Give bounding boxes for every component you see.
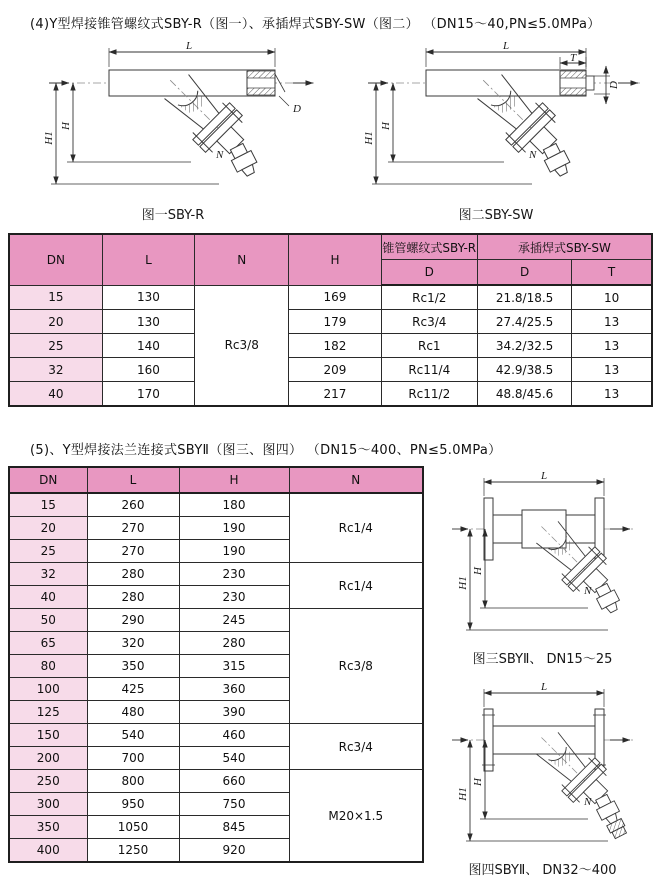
cell-h: 390	[179, 701, 289, 724]
cell-n-merged: Rc3/8	[195, 285, 289, 406]
cell-d2: 42.9/38.5	[477, 358, 571, 382]
cell-dn: 20	[9, 310, 102, 334]
figure-sby2-small	[433, 468, 653, 667]
section4-title: (4)Y型焊接锥管螺纹式SBY-R（图一）、承插焊式SBY-SW（图二） （DN15～40,PN≤5.0MPa）	[30, 17, 601, 32]
header-cell-l: L	[102, 234, 194, 285]
header-cell-d1: D	[381, 260, 477, 286]
table-row	[9, 382, 652, 407]
cell-h: 230	[179, 563, 289, 586]
cell-l: 260	[87, 493, 179, 517]
dim-label-h: H	[60, 122, 72, 130]
figure4-caption: 图四SBYⅡ、 DN32～400	[468, 863, 617, 878]
cell-h: 280	[179, 632, 289, 655]
figure1-caption: 图一SBY-R	[141, 208, 205, 223]
dim-label-h1: H1	[43, 131, 55, 145]
dim-label-h1: H1	[363, 131, 375, 145]
cell-h: 180	[179, 493, 289, 517]
cell-n-merged: Rc3/8	[289, 609, 423, 724]
cell-h: 190	[179, 540, 289, 563]
cell-dn: 80	[9, 655, 87, 678]
cell-h: 182	[289, 334, 381, 358]
cell-t: 13	[572, 382, 652, 407]
figure-column	[424, 466, 661, 878]
cell-dn: 400	[9, 839, 87, 863]
table-row	[9, 609, 423, 632]
dim-label-l: L	[540, 681, 547, 693]
figure2-caption: 图二SBY-SW	[458, 208, 534, 223]
dim-label-l: L	[540, 470, 547, 482]
cell-d2: 34.2/32.5	[477, 334, 571, 358]
dim-label-d: D	[293, 103, 301, 115]
cell-l: 140	[102, 334, 194, 358]
dim-label-h: H	[471, 567, 484, 575]
cell-t: 13	[572, 310, 652, 334]
cell-h: 315	[179, 655, 289, 678]
header-cell-d2: D	[477, 260, 571, 286]
header-cell-dn: DN	[9, 467, 87, 493]
cell-l: 1050	[87, 816, 179, 839]
figure4-drawing	[438, 679, 648, 857]
cell-dn: 40	[9, 382, 102, 407]
cell-l: 270	[87, 517, 179, 540]
table-row	[9, 334, 652, 358]
cell-dn: 25	[9, 334, 102, 358]
cell-dn: 250	[9, 770, 87, 793]
cell-h: 540	[179, 747, 289, 770]
cell-d1: Rc1	[381, 334, 477, 358]
cell-d2: 27.4/25.5	[477, 310, 571, 334]
table-row	[9, 563, 423, 586]
cell-dn: 50	[9, 609, 87, 632]
cell-l: 480	[87, 701, 179, 724]
cell-dn: 150	[9, 724, 87, 747]
cell-l: 425	[87, 678, 179, 701]
header-cell-n: N	[195, 234, 289, 285]
cell-dn: 200	[9, 747, 87, 770]
table-header-row	[9, 467, 423, 493]
cell-h: 169	[289, 285, 381, 310]
cell-dn: 32	[9, 358, 102, 382]
cell-t: 13	[572, 334, 652, 358]
table-row	[9, 493, 423, 517]
cell-t: 10	[572, 285, 652, 310]
cell-d2: 21.8/18.5	[477, 285, 571, 310]
cell-h: 845	[179, 816, 289, 839]
cell-h: 750	[179, 793, 289, 816]
cell-dn: 65	[9, 632, 87, 655]
cell-n-merged: Rc1/4	[289, 493, 423, 563]
cell-l: 130	[102, 285, 194, 310]
cell-l: 800	[87, 770, 179, 793]
dim-label-l: L	[502, 40, 510, 52]
dim-label-n: N	[583, 796, 591, 808]
cell-l: 540	[87, 724, 179, 747]
cell-h: 460	[179, 724, 289, 747]
cell-h: 920	[179, 839, 289, 863]
cell-h: 190	[179, 517, 289, 540]
table-row	[9, 770, 423, 793]
dim-label-t: T	[569, 52, 577, 64]
table-row	[9, 724, 423, 747]
cell-dn: 32	[9, 563, 87, 586]
figure-row-top	[0, 32, 661, 223]
table-header-row	[9, 234, 652, 260]
cell-l: 280	[87, 586, 179, 609]
cell-dn: 40	[9, 586, 87, 609]
cell-d1: Rc1/2	[381, 285, 477, 310]
cell-l: 130	[102, 310, 194, 334]
header-cell-h: H	[179, 467, 289, 493]
bottom-section	[0, 466, 661, 878]
dim-label-h: H	[471, 778, 484, 786]
cell-h: 179	[289, 310, 381, 334]
dim-label-h1: H1	[456, 576, 469, 590]
dim-label-d: D	[608, 81, 620, 89]
cell-l: 270	[87, 540, 179, 563]
cell-dn: 125	[9, 701, 87, 724]
dim-label-n: N	[216, 149, 224, 161]
figure3-drawing	[438, 468, 648, 646]
cell-dn: 300	[9, 793, 87, 816]
cell-l: 350	[87, 655, 179, 678]
header-group-threaded: 锥管螺纹式SBY-R	[381, 234, 477, 260]
cell-dn: 350	[9, 816, 87, 839]
cell-l: 280	[87, 563, 179, 586]
cell-dn: 25	[9, 540, 87, 563]
cell-l: 1250	[87, 839, 179, 863]
cell-l: 320	[87, 632, 179, 655]
cell-l: 160	[102, 358, 194, 382]
header-cell-t: T	[572, 260, 652, 286]
dim-label-l: L	[185, 40, 193, 52]
cell-d2: 48.8/45.6	[477, 382, 571, 407]
dim-label-n: N	[529, 149, 537, 161]
table-row	[9, 358, 652, 382]
cell-l: 170	[102, 382, 194, 407]
table-row	[9, 310, 652, 334]
figure-sby-r	[14, 36, 332, 223]
cell-dn: 15	[9, 285, 102, 310]
cell-d1: Rc3/4	[381, 310, 477, 334]
cell-n-merged: Rc1/4	[289, 563, 423, 609]
cell-l: 700	[87, 747, 179, 770]
table-row	[9, 285, 652, 310]
cell-dn: 100	[9, 678, 87, 701]
figure-sby2-large	[433, 679, 653, 878]
figure2-drawing	[346, 36, 646, 204]
table-sby-r-sw	[8, 233, 653, 407]
cell-h: 230	[179, 586, 289, 609]
cell-dn: 20	[9, 517, 87, 540]
header-cell-n: N	[289, 467, 423, 493]
cell-d1: Rc11/2	[381, 382, 477, 407]
header-cell-dn: DN	[9, 234, 102, 285]
cell-h: 360	[179, 678, 289, 701]
section5-title: (5)、Y型焊接法兰连接式SBYⅡ（图三、图四） （DN15～400、PN≤5.0MPa）	[30, 443, 502, 458]
cell-l: 950	[87, 793, 179, 816]
figure-sby-sw	[337, 36, 655, 223]
table-sby2-flanged	[8, 466, 424, 863]
cell-l: 290	[87, 609, 179, 632]
cell-t: 13	[572, 358, 652, 382]
dim-label-h: H	[380, 122, 392, 130]
header-group-socket-weld: 承插焊式SBY-SW	[477, 234, 652, 260]
cell-n-merged: Rc3/4	[289, 724, 423, 770]
figure3-caption: 图三SBYⅡ、 DN15～25	[472, 652, 613, 667]
header-cell-h: H	[289, 234, 381, 285]
cell-n-merged: M20×1.5	[289, 770, 423, 863]
figure1-drawing	[23, 36, 323, 204]
cell-h: 209	[289, 358, 381, 382]
cell-h: 245	[179, 609, 289, 632]
cell-h: 660	[179, 770, 289, 793]
cell-dn: 15	[9, 493, 87, 517]
dim-label-n: N	[583, 585, 591, 597]
cell-h: 217	[289, 382, 381, 407]
cell-d1: Rc11/4	[381, 358, 477, 382]
dim-label-h1: H1	[456, 787, 469, 801]
header-cell-l: L	[87, 467, 179, 493]
